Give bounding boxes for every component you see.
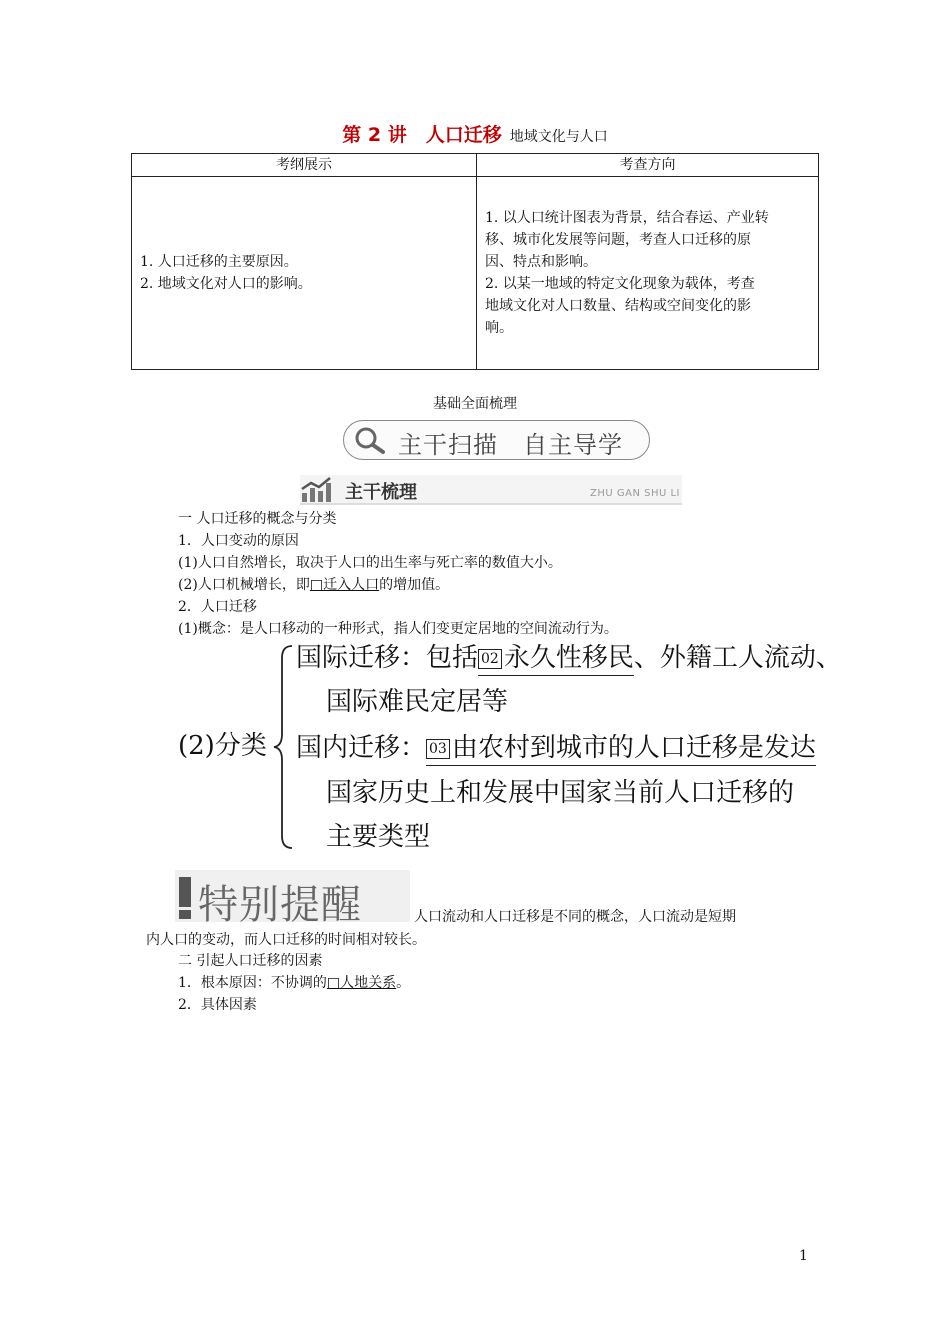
part1-s1-a: (1)人口自然增长，取决于人口的出生率与死亡率的数值大小。 bbox=[178, 555, 562, 571]
direction-line: 1. 以人口统计图表为背景，结合春运、产业转 bbox=[485, 210, 769, 226]
outline-items-cell bbox=[132, 177, 477, 370]
outline-item: 2. 地域文化对人口的影响。 bbox=[140, 276, 312, 292]
direction-line: 移、城市化发展等问题，考查人口迁移的原 bbox=[485, 232, 751, 248]
part1-s2-a: (1)概念：是人口移动的一种形式，指人们变更定居地的空间流动行为。 bbox=[178, 621, 618, 637]
part1-heading: 一 人口迁移的概念与分类 bbox=[178, 511, 337, 527]
notice-label: 特别提醒 bbox=[198, 882, 362, 928]
section-label: 基础全面梳理 bbox=[433, 396, 517, 412]
intl-migration-line2: 国际难民定居等 bbox=[326, 687, 509, 717]
direction-line: 因、特点和影响。 bbox=[485, 254, 597, 270]
magnifier-icon bbox=[352, 425, 388, 455]
notice-text-line1: 人口流动和人口迁移是不同的概念，人口流动是短期 bbox=[414, 909, 736, 925]
blank-answer: □迁入人口 bbox=[309, 577, 380, 593]
dom-migration-line2: 国家历史上和发展中国家当前人口迁移的 bbox=[326, 778, 795, 808]
lesson-subtitle: 地域文化与人口 bbox=[509, 129, 608, 145]
section-header-pinyin: ZHU GAN SHU LI bbox=[590, 488, 681, 499]
direction-line: 地域文化对人口数量、结构或空间变化的影 bbox=[485, 298, 751, 314]
intl-answer: 02 永久性移民 bbox=[478, 643, 634, 676]
direction-line: 2. 以某一地域的特定文化现象为载体，考查 bbox=[485, 276, 755, 292]
part1-s1-b: (2)人口机械增长，即□迁入人口的增加值。 bbox=[178, 577, 450, 593]
part2-s2: 2．具体因素 bbox=[178, 997, 257, 1013]
direction-items-cell bbox=[477, 177, 819, 370]
intl-migration-line1: 国际迁移：包括 02 永久性移民、外籍工人流动、 bbox=[296, 636, 842, 680]
brace-icon bbox=[272, 644, 294, 850]
direction-line: 响。 bbox=[485, 320, 513, 336]
part1-s2: 2．人口迁移 bbox=[178, 599, 257, 615]
page-title bbox=[0, 120, 950, 147]
dom-answer: 03 由农村到城市的人口迁移是发达 bbox=[426, 733, 816, 766]
part1-s1: 1．人口变动的原因 bbox=[178, 533, 299, 549]
blank-answer: □人地关系 bbox=[326, 975, 397, 991]
table-header-direction: 考查方向 bbox=[477, 154, 819, 177]
outline-item: 1. 人口迁移的主要原因。 bbox=[140, 254, 298, 270]
answer-number: 02 bbox=[478, 649, 502, 669]
dom-migration-line3: 主要类型 bbox=[326, 822, 431, 852]
notice-text-line2: 内人口的变动，而人口迁移的时间相对较长。 bbox=[146, 932, 426, 948]
answer-number: 03 bbox=[426, 739, 450, 759]
section-header-text: 主干梳理 bbox=[345, 482, 417, 503]
dom-migration-line1: 国内迁移： 03 由农村到城市的人口迁移是发达 bbox=[296, 726, 816, 770]
banner-text: 主干扫描 自主导学 bbox=[398, 431, 623, 459]
part2-s1: 1．根本原因：不协调的□人地关系。 bbox=[178, 975, 411, 991]
lesson-title: 第 2 讲 人口迁移 bbox=[342, 124, 502, 146]
page-number: 1 bbox=[799, 1248, 808, 1264]
part2-heading: 二 引起人口迁移的因素 bbox=[178, 953, 323, 969]
classification-label: (2)分类 bbox=[178, 731, 267, 761]
exam-outline-table bbox=[131, 153, 819, 370]
exclamation-icon bbox=[176, 876, 194, 920]
table-header-outline: 考纲展示 bbox=[132, 154, 477, 177]
